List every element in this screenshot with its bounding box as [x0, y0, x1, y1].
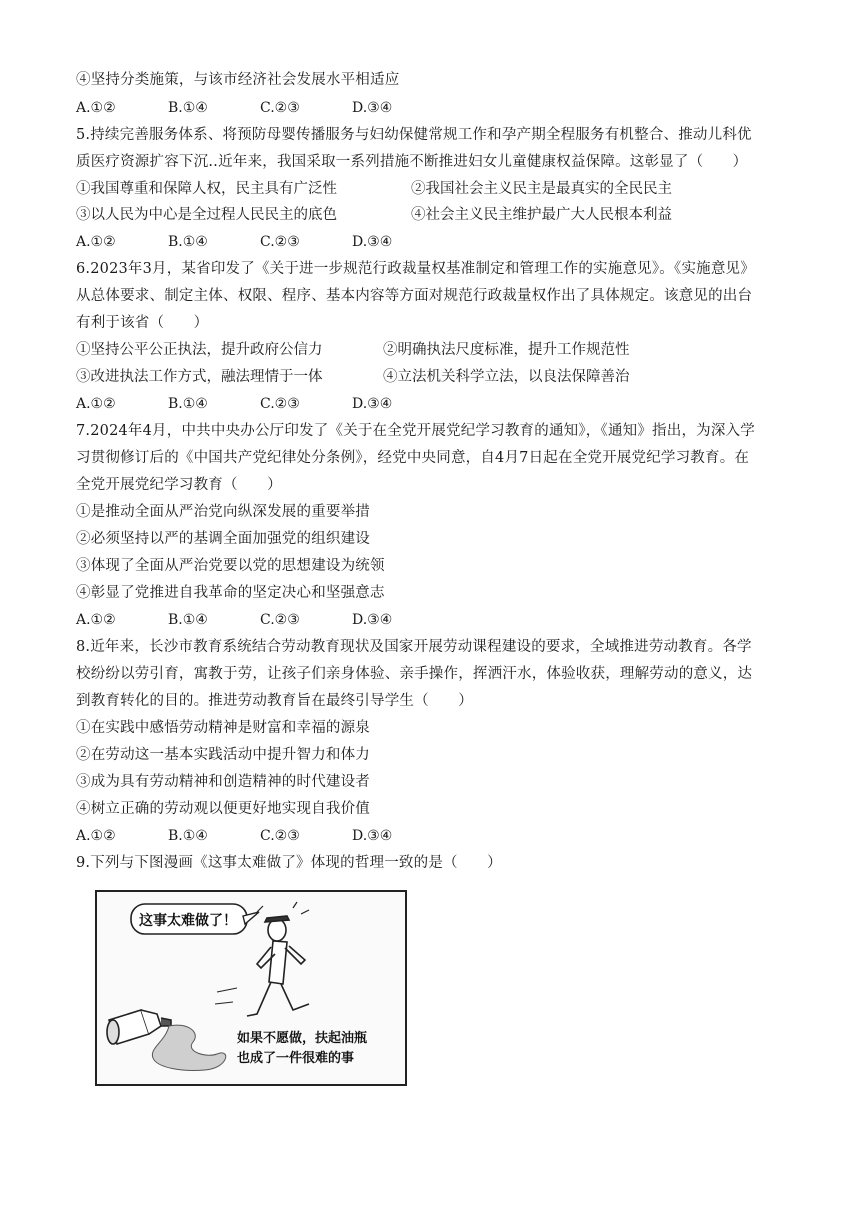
- q7-item-1: ①是推动全面从严治党向纵深发展的重要举措: [76, 504, 370, 520]
- q7-stem-line: 习贯彻修订后的《中国共产党纪律处分条例》，经党中央同意，自4月7日起在全党开展党纪学习教育。在: [76, 450, 750, 466]
- tipped-oil-bottle: [107, 1010, 171, 1044]
- option-c[interactable]: C.②③: [260, 612, 300, 628]
- option-b[interactable]: B.①④: [168, 828, 208, 844]
- q5-items-row: [76, 179, 672, 199]
- option-b[interactable]: B.①④: [168, 396, 208, 412]
- q8-item-3: ③成为具有劳动精神和创造精神的时代建设者: [76, 774, 370, 790]
- q7-item-2: ②必须坚持以严的基调全面加强党的组织建设: [76, 531, 370, 547]
- option-a[interactable]: A.①②: [76, 612, 116, 628]
- q8-item-4: ④树立正确的劳动观以便更好地实现自我价值: [76, 801, 370, 817]
- option-a[interactable]: A.①②: [76, 396, 116, 412]
- option-d[interactable]: D.③④: [352, 234, 393, 250]
- q6-item-2: ②明确执法尺度标准，提升工作规范性: [383, 342, 630, 358]
- option-c[interactable]: C.②③: [260, 100, 300, 116]
- option-a[interactable]: A.①②: [76, 828, 116, 844]
- q5-item-2: ②我国社会主义民主是最真实的全民民主: [411, 181, 672, 197]
- q5-item-3: ③以人民为中心是全过程人民民主的底色: [76, 207, 337, 223]
- speech-text: 这事太难做了！: [139, 913, 237, 929]
- q8-item-2: ②在劳动这一基本实践活动中提升智力和体力: [76, 747, 370, 763]
- q7-item-3: ③体现了全面从严治党要以党的思想建设为统领: [76, 558, 385, 574]
- option-d[interactable]: D.③④: [352, 612, 393, 628]
- q8-options: [76, 826, 444, 846]
- option-c[interactable]: C.②③: [260, 234, 300, 250]
- option-b[interactable]: B.①④: [168, 612, 208, 628]
- q6-stem-line: 6.2023年3月，某省印发了《关于进一步规范行政裁量权基准制定和管理工作的实施意见》。《实施意见》: [76, 261, 755, 277]
- q8-item-1: ①在实践中感悟劳动精神是财富和幸福的源泉: [76, 720, 370, 736]
- q5-item-1: ①我国尊重和保障人权，民主具有广泛性: [76, 181, 337, 197]
- option-a[interactable]: A.①②: [76, 100, 116, 116]
- q5-stem-line: 5.持续完善服务体系、将预防母婴传播服务与妇幼保健常规工作和孕产期全程服务有机整合、推动儿科优: [76, 127, 752, 143]
- q6-items-row: [76, 367, 630, 387]
- carry-item-4: ④坚持分类施策，与该市经济社会发展水平相适应: [76, 72, 400, 88]
- q6-item-1: ①坚持公平公正执法，提升政府公信力: [76, 342, 323, 358]
- q6-item-3: ③改进执法工作方式，融法理情于一体: [76, 369, 323, 385]
- cartoon-caption-line1: 如果不愿做，扶起油瓶: [237, 1031, 368, 1046]
- option-d[interactable]: D.③④: [352, 828, 393, 844]
- q6-item-4: ④立法机关科学立法，以良法保障善治: [383, 369, 630, 385]
- oil-puddle: [152, 1025, 225, 1070]
- q9-stem: 9.下列与下图漫画《这事太难做了》体现的哲理一致的是（ ）: [76, 855, 502, 871]
- cartoon-drawing: [97, 892, 405, 1084]
- q8-stem-line: 8.近年来，长沙市教育系统结合劳动教育现状及国家开展劳动课程建设的要求，全域推进劳动教育。各学: [76, 639, 752, 655]
- q7-stem-line: 7.2024年4月，中共中央办公厅印发了《关于在全党开展党纪学习教育的通知》，《通知》指出，为深入学: [76, 423, 755, 439]
- q5-items-row: [76, 205, 672, 225]
- q8-stem-line: 校纷纷以劳引育，寓教于劳，让孩子们亲身体验、亲手操作，挥洒汗水，体验收获，理解劳动的意义，达: [76, 666, 753, 682]
- q6-options: [76, 394, 444, 414]
- q5-stem-line: 质医疗资源扩容下沉‥近年来，我国采取一系列措施不断推进妇女儿童健康权益保障。这彰显了（ ）: [76, 154, 748, 170]
- cartoon-caption-line2: 也成了一件很难的事: [237, 1051, 355, 1066]
- option-b[interactable]: B.①④: [168, 234, 208, 250]
- q7-item-4: ④彰显了党推进自我革命的坚定决心和坚强意志: [76, 585, 385, 601]
- option-b[interactable]: B.①④: [168, 100, 208, 116]
- option-c[interactable]: C.②③: [260, 828, 300, 844]
- q5-options: [76, 232, 444, 252]
- q7-options: [76, 610, 444, 630]
- q5-item-4: ④社会主义民主维护最广大人民根本利益: [411, 207, 672, 223]
- q8-stem-line: 到教育转化的目的。推进劳动教育旨在最终引导学生（ ）: [76, 693, 473, 709]
- q6-stem-line: 有利于该省（ ）: [76, 315, 209, 331]
- option-d[interactable]: D.③④: [352, 100, 393, 116]
- option-c[interactable]: C.②③: [260, 396, 300, 412]
- option-a[interactable]: A.①②: [76, 234, 116, 250]
- q6-items-row: [76, 340, 630, 360]
- q7-stem-line: 全党开展党纪学习教育（ ）: [76, 477, 282, 493]
- carry-options: [76, 98, 444, 118]
- option-d[interactable]: D.③④: [352, 396, 393, 412]
- cartoon-figure: [95, 890, 407, 1086]
- q6-stem-line: 从总体要求、制定主体、权限、程序、基本内容等方面对规范行政裁量权作出了具体规定。该意见的出台: [76, 288, 753, 304]
